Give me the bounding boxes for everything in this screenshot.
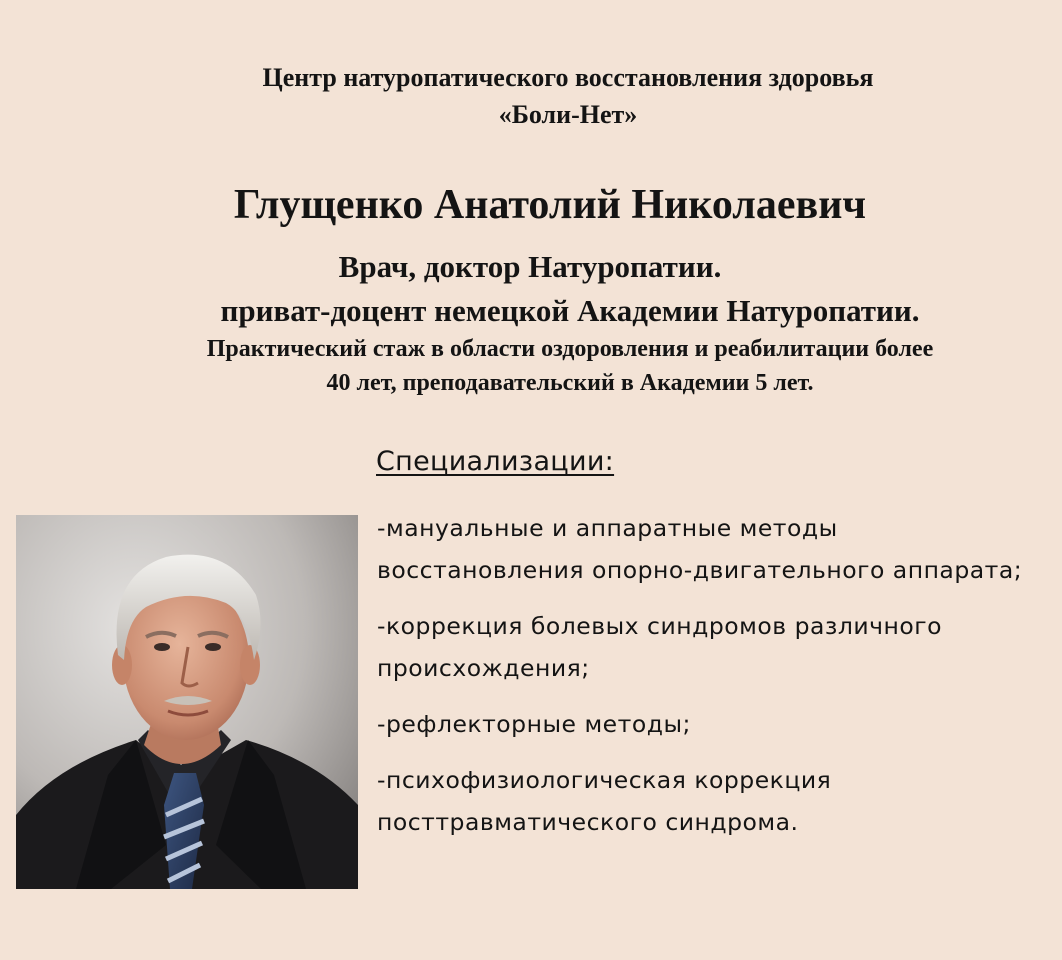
specializations-list: [377, 507, 1047, 857]
specializations-heading: Специализации:: [376, 446, 615, 477]
experience-line-2: 40 лет, преподавательский в Академии 5 лет.: [326, 370, 814, 396]
doctor-title: Врач, доктор Натуропатии.: [338, 249, 722, 284]
specialization-item: -рефлекторные методы;: [377, 710, 691, 738]
center-brand: «Боли-Нет»: [498, 100, 638, 129]
experience-line-1: Практический стаж в области оздоровления и реабилитации более: [206, 336, 934, 362]
doctor-photo: [16, 515, 358, 889]
doctor-name: Глущенко Анатолий Николаевич: [233, 182, 867, 228]
specialization-item: -психофизиологическая коррекция посттравматического синдрома.: [377, 766, 832, 836]
doctor-position: приват-доцент немецкой Академии Натуропатии.: [220, 293, 920, 328]
center-name: Центр натуропатического восстановления здоровья: [262, 63, 874, 92]
specialization-item: -коррекция болевых синдромов различного происхождения;: [377, 612, 943, 682]
specialization-item: -мануальные и аппаратные методы восстановления опорно-двигательного аппарата;: [377, 514, 1023, 584]
